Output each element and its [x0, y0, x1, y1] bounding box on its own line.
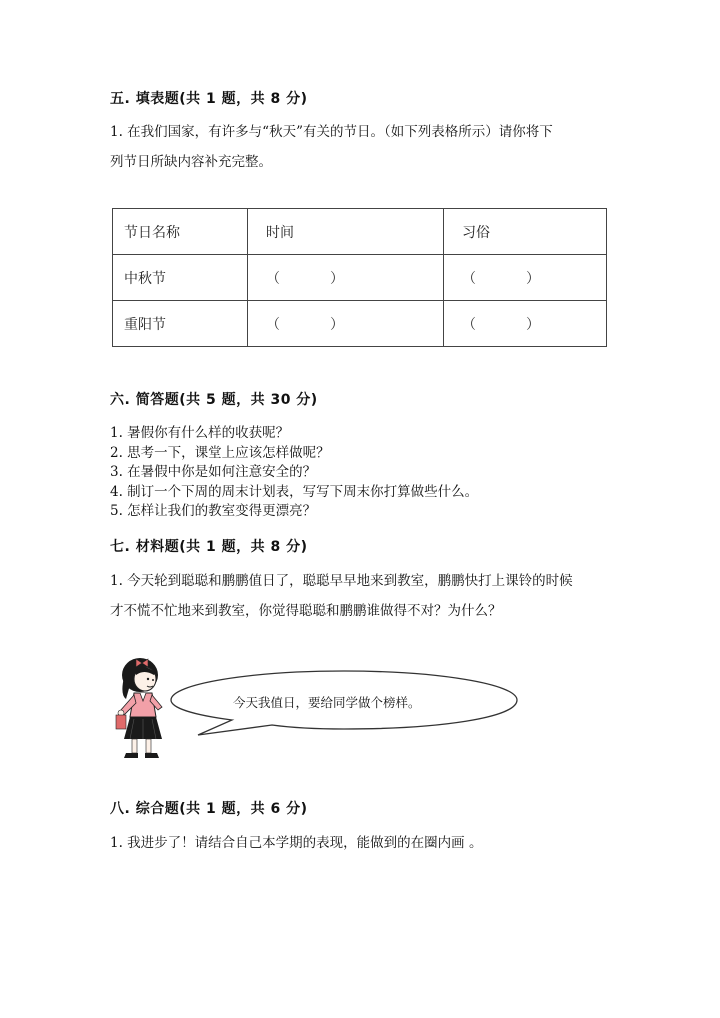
open-paren: （	[266, 270, 280, 287]
table-header-row	[113, 209, 607, 255]
close-paren: ）	[330, 316, 344, 333]
open-paren: （	[266, 316, 280, 333]
section-7-title: 七. 材料题(共 1 题，共 8 分)	[110, 539, 308, 555]
section-5-title: 五. 填表题(共 1 题，共 8 分)	[110, 91, 308, 107]
custom-blank[interactable]	[444, 255, 607, 301]
header-time: 时间	[248, 209, 444, 255]
festival-name: 重阳节	[113, 301, 248, 347]
open-paren: （	[462, 316, 476, 333]
section-5-question	[110, 117, 610, 177]
list-item: 5. 怎样让我们的教室变得更漂亮？	[110, 503, 317, 519]
section-8-title: 八. 综合题(共 1 题，共 6 分)	[110, 801, 308, 817]
section-6-list	[110, 424, 478, 522]
girl-illustration	[110, 655, 172, 760]
section-8-question	[110, 828, 610, 858]
section-6-title: 六. 简答题(共 5 题，共 30 分)	[110, 392, 318, 408]
close-paren: ）	[330, 270, 344, 287]
question-line: 1. 我进步了！请结合自己本学期的表现，能做到的在圈内画 。	[110, 835, 483, 851]
header-custom: 习俗	[444, 209, 607, 255]
time-blank[interactable]	[248, 255, 444, 301]
list-item: 4. 制订一个下周的周末计划表，写写下周末你打算做些什么。	[110, 483, 479, 500]
table-row	[113, 255, 607, 301]
table-row	[113, 301, 607, 347]
festival-name: 中秋节	[113, 255, 248, 301]
list-item: 2. 思考一下，课堂上应该怎样做呢？	[110, 444, 330, 461]
question-line: 1. 在我们国家，有许多与“秋天”有关的节日。（如下列表格所示）请你将下	[110, 124, 553, 140]
festival-table	[112, 208, 607, 347]
section-7-question	[110, 566, 610, 626]
question-line: 列节日所缺内容补充完整。	[110, 154, 272, 170]
question-line: 才不慌不忙地来到教室，你觉得聪聪和鹏鹏谁做得不对？为什么？	[110, 603, 502, 619]
close-paren: ）	[526, 270, 540, 287]
time-blank[interactable]	[248, 301, 444, 347]
question-line: 1. 今天轮到聪聪和鹏鹏值日了，聪聪早早地来到教室，鹏鹏快打上课铃的时候	[110, 573, 573, 589]
speech-text: 今天我值日，要给同学做个榜样。	[233, 695, 421, 710]
close-paren: ）	[526, 316, 540, 333]
custom-blank[interactable]	[444, 301, 607, 347]
list-item: 3. 在暑假中你是如何注意安全的？	[110, 464, 317, 480]
open-paren: （	[462, 270, 476, 287]
header-festival-name: 节日名称	[113, 209, 248, 255]
list-item: 1. 暑假你有什么样的收获呢？	[110, 425, 290, 441]
